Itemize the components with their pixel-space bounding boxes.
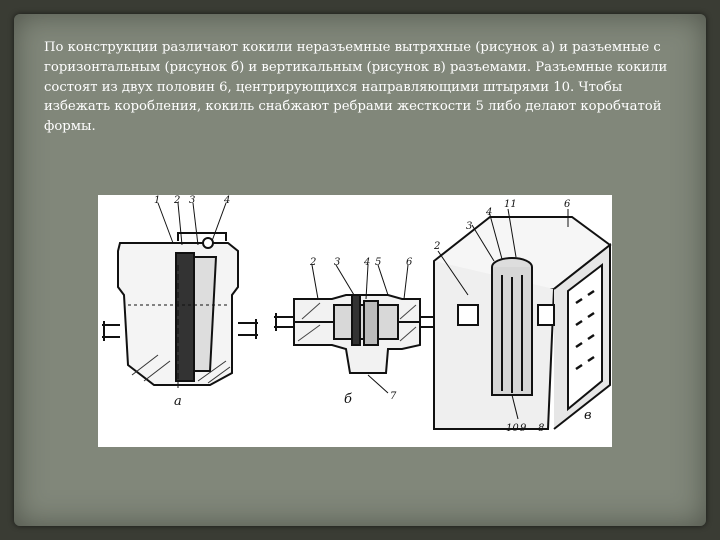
mold-drawings: [98, 195, 612, 447]
mold-b-label-6: 6: [406, 257, 413, 268]
mold-b-label-4: 4: [364, 257, 371, 268]
mold-a-caption: а: [174, 394, 182, 409]
mold-b-drawing: [274, 265, 436, 393]
body-text: По конструкции различают кокили неразъемные вытряхные (рисунок а) и разъемные с горизонтальным (рисунок б) и вертикальным (рисунок в) разъемами. Разъемные кокили состоят из двух половин 6, центрирующихся направляющими штырями 10. Чтобы избежать коробления, кокиль снабжают ребрами жесткости 5 либо делают коробчатой формы.: [44, 40, 668, 135]
mold-c-label-11: 11: [504, 199, 517, 210]
mold-c-label-10: 10: [506, 423, 519, 434]
mold-a-label-1: 1: [154, 195, 161, 206]
mold-b-label-2: 2: [310, 257, 317, 268]
mold-c-label-2: 2: [434, 241, 441, 252]
mold-a-label-4: 4: [224, 195, 231, 206]
mold-c-label-4: 4: [486, 207, 493, 218]
mold-c-label-3: 3: [466, 221, 473, 232]
mold-a-drawing: [102, 203, 258, 390]
mold-a-label-2: 2: [174, 195, 181, 206]
mold-b-label-5: 5: [375, 257, 382, 268]
mold-a-label-3: 3: [189, 195, 196, 206]
mold-c-label-6: 6: [564, 199, 571, 210]
mold-b-label-3: 3: [334, 257, 341, 268]
mold-c-caption: в: [584, 408, 592, 423]
mold-c-label-9: 9: [520, 423, 527, 434]
mold-c-label-8: 8: [538, 423, 545, 434]
mold-b-label-7: 7: [390, 391, 397, 402]
mold-c-drawing: [434, 209, 610, 429]
mold-b-caption: б: [344, 392, 352, 407]
mold-figure: [98, 195, 612, 447]
